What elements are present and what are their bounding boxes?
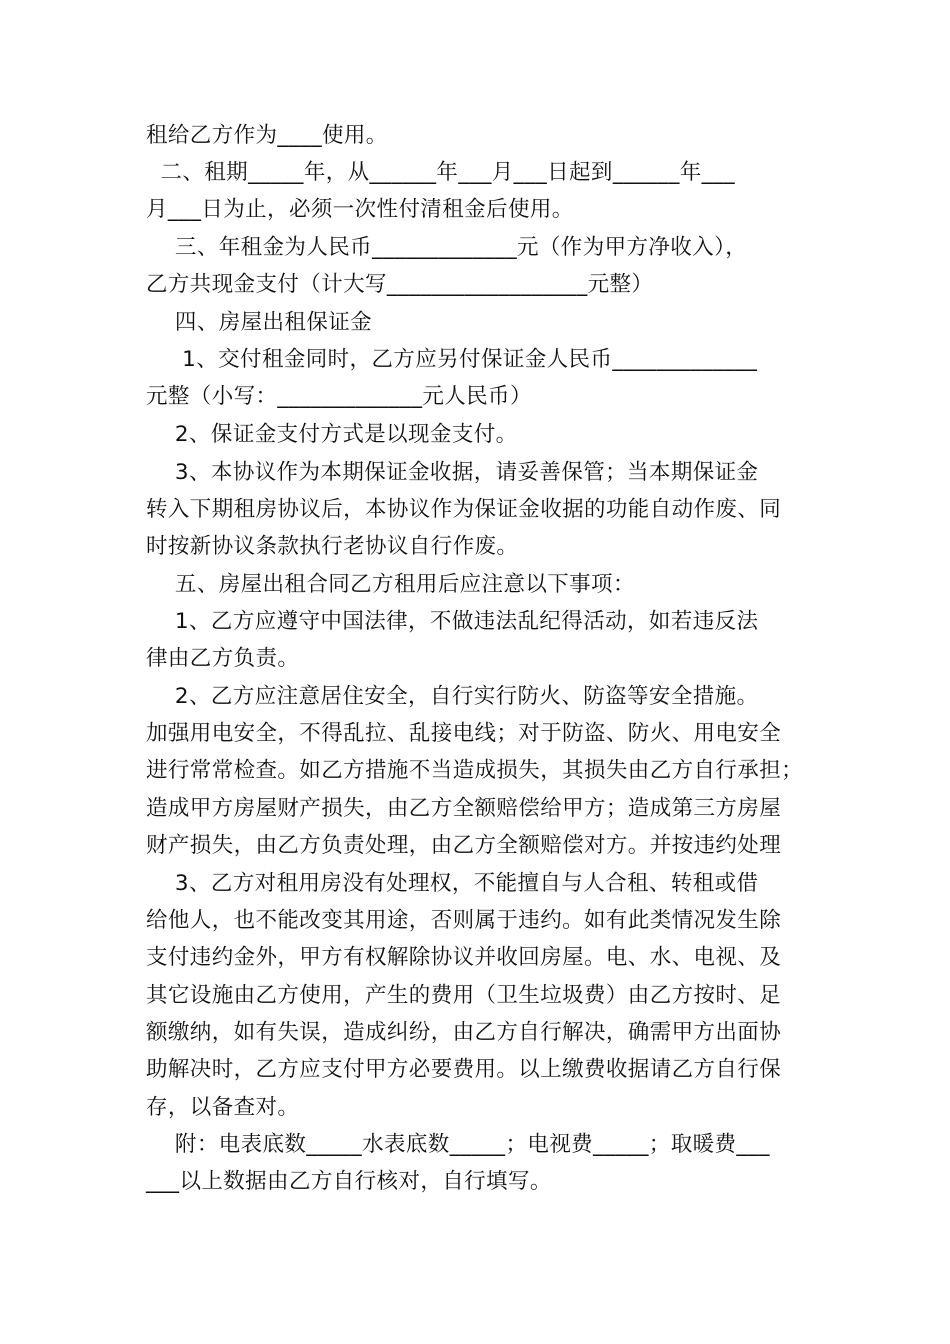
- text-line: 五、房屋出租合同乙方租用后应注意以下事项：: [146, 572, 635, 597]
- text-line: 租给乙方作为____使用。: [146, 123, 388, 148]
- text-line: 四、房屋出租保证金: [146, 310, 373, 335]
- text-line: 助解决时，乙方应支付甲方必要费用。以上缴费收据请乙方自行保: [146, 1057, 782, 1082]
- text-line: 1、乙方应遵守中国法律，不做违法乱纪得活动，如若违反法: [146, 609, 759, 634]
- text-line: 二、租期_____年，从______年___月___日起到______年___: [146, 160, 736, 185]
- text-line: 转入下期租房协议后，本协议作为保证金收据的功能自动作废、同: [146, 497, 782, 522]
- text-line: 1、交付租金同时，乙方应另付保证金人民币_____________: [146, 347, 758, 372]
- text-line: 造成甲方房屋财产损失，由乙方全额赔偿给甲方；造成第三方房屋: [146, 796, 782, 821]
- text-line: 给他人，也不能改变其用途，否则属于违约。如有此类情况发生除: [146, 908, 782, 933]
- text-line: 2、乙方应注意居住安全，自行实行防火、防盗等安全措施。: [146, 684, 759, 709]
- text-line: 存，以备查对。: [146, 1095, 300, 1120]
- text-line: 3、乙方对租用房没有处理权，不能擅自与人合租、转租或借: [146, 871, 759, 896]
- text-line: 时按新协议条款执行老协议自行作废。: [146, 534, 519, 559]
- text-line: 财产损失，由乙方负责处理，由乙方全额赔偿对方。并按违约处理: [146, 833, 782, 858]
- text-line: 乙方共现金支付（计大写__________________元整）: [146, 272, 654, 297]
- text-line: ___以上数据由乙方自行核对，自行填写。: [146, 1169, 552, 1194]
- text-line: 额缴纳，如有失误，造成纠纷，由乙方自行解决，确需甲方出面协: [146, 1020, 782, 1045]
- text-line: 三、年租金为人民币_____________元（作为甲方净收入），: [146, 235, 748, 260]
- text-line: 2、保证金支付方式是以现金支付。: [146, 422, 518, 447]
- text-line: 加强用电安全，不得乱拉、乱接电线；对于防盗、防火、用电安全: [146, 721, 782, 746]
- text-line: 月___日为止，必须一次性付清租金后使用。: [146, 197, 574, 222]
- text-line: 律由乙方负责。: [146, 646, 300, 671]
- text-line: 元整（小写：_____________元人民币）: [146, 384, 532, 409]
- text-line: 附：电表底数_____水表底数_____；电视费_____；取暖费___: [146, 1132, 770, 1157]
- text-line: 支付违约金外，甲方有权解除协议并收回房屋。电、水、电视、及: [146, 945, 782, 970]
- text-line: 进行常常检查。如乙方措施不当造成损失，其损失由乙方自行承担；: [146, 758, 804, 783]
- text-line: 其它设施由乙方使用，产生的费用（卫生垃圾费）由乙方按时、足: [146, 983, 782, 1008]
- text-line: 3、本协议作为本期保证金收据，请妥善保管；当本期保证金: [146, 460, 759, 485]
